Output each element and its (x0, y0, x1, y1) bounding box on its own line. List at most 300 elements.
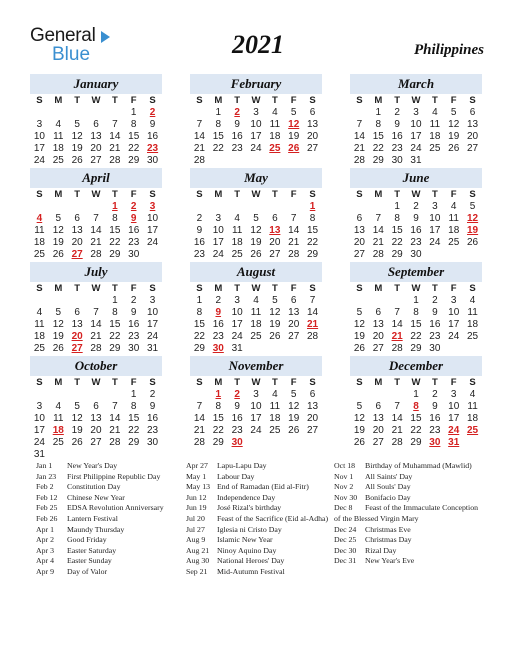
weekday-header: F (130, 189, 137, 200)
holiday-day: 8 (413, 401, 419, 412)
day-cell: 23 (128, 237, 140, 248)
weekday-header: F (130, 377, 137, 388)
day-cell: 2 (196, 213, 203, 224)
day-cell: 21 (288, 237, 300, 248)
day-cell: 18 (269, 413, 281, 424)
holiday-row (334, 525, 478, 536)
holiday-name: New Year's Eve (365, 556, 415, 566)
day-cell: 20 (71, 237, 83, 248)
blank-cell (190, 107, 209, 119)
weekday-header: W (251, 95, 261, 106)
weekday-header: T (111, 95, 118, 106)
day-cell: 28 (90, 343, 102, 354)
day-cell: 12 (288, 401, 300, 412)
weekday-header: S (356, 377, 363, 388)
day-cell: 14 (353, 131, 365, 142)
day-cell: 9 (432, 401, 438, 412)
day-cell: 7 (196, 401, 203, 412)
day-cell: 29 (212, 437, 224, 448)
day-cell: 2 (432, 295, 438, 306)
weekday-header: W (411, 377, 421, 388)
month-name: October (30, 356, 162, 376)
day-cell: 14 (193, 131, 205, 142)
day-cell: 9 (130, 307, 137, 318)
day-cell: 6 (356, 213, 363, 224)
weekday-header: T (394, 283, 401, 294)
day-cell: 28 (353, 155, 365, 166)
weekday-header: S (469, 95, 476, 106)
day-cell: 1 (413, 295, 419, 306)
day-cell: 22 (128, 425, 140, 436)
day-cell: 28 (391, 343, 403, 354)
weekday-header: S (309, 283, 316, 294)
day-cell: 17 (212, 237, 224, 248)
month-days-grid (30, 189, 162, 261)
day-cell: 7 (112, 401, 118, 412)
day-cell: 20 (307, 413, 319, 424)
holiday-date: Feb 12 (36, 492, 58, 502)
month-name: December (350, 356, 482, 376)
blank-cell (228, 201, 247, 213)
blank-cell (68, 389, 87, 401)
day-cell: 26 (269, 331, 281, 342)
day-cell: 17 (448, 319, 460, 330)
holiday-date: Jun 12 (186, 492, 207, 502)
day-cell: 8 (112, 213, 118, 224)
day-cell: 24 (147, 237, 159, 248)
day-cell: 19 (353, 331, 365, 342)
day-cell: 18 (33, 331, 45, 342)
day-cell: 5 (290, 389, 297, 400)
day-cell: 21 (372, 237, 384, 248)
blank-cell (105, 389, 124, 401)
day-cell: 23 (193, 249, 205, 260)
day-cell: 9 (149, 119, 156, 130)
holiday-day: 9 (130, 213, 137, 224)
holiday-row (334, 535, 478, 546)
day-cell: 4 (272, 107, 278, 118)
holiday-name: New Year's Day (67, 461, 118, 470)
holiday-date: Feb 26 (36, 513, 58, 523)
weekday-header: M (54, 283, 63, 294)
day-cell: 29 (410, 437, 422, 448)
holiday-name: Independence Day (217, 492, 276, 502)
weekday-header: T (271, 95, 278, 106)
day-cell: 10 (33, 131, 45, 142)
day-cell: 14 (391, 319, 403, 330)
brand-line1: General (30, 25, 96, 46)
day-cell: 15 (109, 225, 121, 236)
day-cell: 21 (193, 143, 205, 154)
day-cell: 7 (112, 119, 118, 130)
holiday-date: May 13 (186, 482, 211, 492)
holiday-day: 1 (112, 201, 118, 212)
day-cell: 29 (128, 437, 140, 448)
day-cell: 31 (147, 343, 159, 354)
day-cell: 31 (231, 343, 243, 354)
holiday-day: 30 (212, 343, 224, 354)
day-cell: 23 (128, 331, 140, 342)
day-cell: 23 (410, 237, 422, 248)
day-cell: 22 (307, 237, 319, 248)
day-cell: 29 (307, 249, 319, 260)
holiday-date: Aug 30 (186, 556, 210, 566)
day-cell: 3 (450, 295, 457, 306)
month-december (350, 356, 482, 449)
holiday-name: First Philippine Republic Day (67, 471, 161, 481)
holiday-date: Dec 31 (334, 556, 357, 566)
day-cell: 4 (253, 295, 259, 306)
day-cell: 17 (147, 225, 159, 236)
day-cell: 5 (74, 119, 80, 130)
day-cell: 7 (290, 213, 297, 224)
holiday-date: Apr 4 (36, 556, 54, 566)
day-cell: 23 (231, 425, 243, 436)
month-name: February (190, 74, 322, 94)
blank-cell (87, 107, 106, 119)
day-cell: 16 (147, 131, 159, 142)
blank-cell (388, 389, 407, 401)
weekday-header: F (290, 189, 297, 200)
holiday-name: Mid-Autumn Festival (217, 566, 285, 576)
holiday-row (334, 482, 478, 493)
weekday-header: W (91, 377, 101, 388)
day-cell: 26 (250, 249, 262, 260)
day-cell: 9 (394, 119, 400, 130)
day-cell: 15 (128, 413, 140, 424)
weekday-header: S (149, 95, 156, 106)
day-cell: 10 (250, 119, 262, 130)
day-cell: 15 (128, 131, 140, 142)
blank-cell (388, 295, 407, 307)
weekday-header: T (431, 283, 438, 294)
blank-cell (68, 295, 87, 307)
month-name: March (350, 74, 482, 94)
day-cell: 24 (33, 155, 45, 166)
holiday-date: Dec 30 (334, 545, 357, 555)
day-cell: 11 (53, 131, 64, 142)
day-cell: 7 (394, 307, 400, 318)
day-cell: 10 (231, 307, 243, 318)
day-cell: 4 (450, 201, 457, 212)
holiday-date: Jul 20 (186, 513, 205, 523)
day-cell: 7 (309, 295, 316, 306)
day-cell: 10 (448, 307, 460, 318)
day-cell: 29 (193, 343, 205, 354)
day-cell: 18 (429, 131, 441, 142)
holiday-date: Nov 30 (334, 492, 358, 502)
day-cell: 13 (467, 119, 479, 130)
holiday-day: 21 (391, 331, 403, 342)
weekday-header: T (271, 189, 278, 200)
day-cell: 9 (413, 213, 419, 224)
weekday-header: M (214, 95, 223, 106)
blank-cell (87, 295, 106, 307)
day-cell: 16 (410, 225, 422, 236)
weekday-header: T (431, 95, 438, 106)
blank-cell (190, 389, 209, 401)
weekday-header: M (374, 189, 383, 200)
blank-cell (68, 107, 87, 119)
holiday-row (186, 514, 328, 525)
day-cell: 1 (215, 107, 222, 118)
day-cell: 16 (147, 413, 159, 424)
day-cell: 26 (353, 343, 365, 354)
day-cell: 23 (429, 425, 441, 436)
day-cell: 1 (375, 107, 382, 118)
holiday-name: Labour Day (217, 471, 255, 481)
weekday-header: T (431, 377, 438, 388)
holiday-row (36, 472, 164, 483)
month-august (190, 262, 322, 355)
day-cell: 16 (128, 225, 140, 236)
holiday-date: Nov 2 (334, 482, 354, 492)
holiday-row (186, 461, 328, 472)
weekday-header: T (74, 189, 81, 200)
day-cell: 25 (33, 343, 45, 354)
holiday-column (36, 461, 164, 578)
day-cell: 12 (71, 131, 83, 142)
holiday-row (334, 503, 478, 514)
weekday-header: T (394, 189, 401, 200)
day-cell: 18 (467, 413, 479, 424)
month-june (350, 168, 482, 261)
day-cell: 3 (253, 389, 259, 400)
day-cell: 1 (130, 389, 137, 400)
holiday-day: 23 (147, 143, 159, 154)
holiday-day: 12 (467, 213, 479, 224)
holiday-day: 27 (71, 249, 83, 260)
day-cell: 6 (469, 107, 476, 118)
day-cell: 26 (52, 343, 64, 354)
day-cell: 13 (71, 319, 83, 330)
day-cell: 5 (74, 401, 80, 412)
blank-cell (105, 107, 124, 119)
day-cell: 26 (353, 437, 365, 448)
holiday-day: 19 (467, 225, 479, 236)
weekday-header: W (91, 283, 101, 294)
day-cell: 3 (36, 401, 43, 412)
holiday-date: Jul 27 (186, 524, 205, 534)
holiday-name: EDSA Revolution Anniversary (67, 503, 164, 513)
day-cell: 3 (215, 213, 222, 224)
weekday-header: F (450, 95, 457, 106)
holiday-day: 25 (467, 425, 479, 436)
holiday-date: Apr 2 (36, 535, 54, 545)
day-cell: 27 (372, 343, 384, 354)
day-cell: 19 (269, 319, 281, 330)
month-may (190, 168, 322, 273)
holiday-row (36, 556, 164, 567)
holiday-day: 25 (269, 143, 281, 154)
holiday-name: Lapu-Lapu Day (217, 461, 267, 470)
holiday-day: 21 (307, 319, 319, 330)
day-cell: 28 (90, 249, 102, 260)
day-cell: 5 (253, 213, 259, 224)
day-cell: 20 (269, 237, 281, 248)
day-cell: 15 (372, 131, 384, 142)
weekday-header: W (91, 95, 101, 106)
day-cell: 17 (231, 319, 243, 330)
day-cell: 17 (250, 131, 262, 142)
day-cell: 25 (250, 331, 262, 342)
weekday-header: S (309, 189, 316, 200)
weekday-header: M (54, 95, 63, 106)
day-cell: 8 (215, 401, 222, 412)
day-cell: 28 (288, 249, 300, 260)
holiday-row (186, 535, 328, 546)
weekday-header: T (234, 95, 241, 106)
day-cell: 18 (231, 237, 243, 248)
month-days-grid (30, 95, 162, 179)
day-cell: 17 (429, 225, 441, 236)
holiday-date: Apr 27 (186, 461, 208, 470)
day-cell: 6 (74, 213, 80, 224)
day-cell: 6 (272, 213, 278, 224)
day-cell: 22 (212, 425, 224, 436)
holiday-row (36, 461, 164, 472)
day-cell: 28 (391, 437, 403, 448)
day-cell: 21 (193, 425, 205, 436)
weekday-header: T (394, 95, 401, 106)
day-cell: 3 (413, 107, 419, 118)
day-cell: 4 (469, 295, 476, 306)
day-cell: 7 (394, 401, 400, 412)
holiday-date: Feb 2 (36, 482, 54, 492)
day-cell: 8 (130, 119, 137, 130)
weekday-header: W (411, 189, 421, 200)
day-cell: 20 (288, 319, 300, 330)
day-cell: 21 (391, 425, 403, 436)
day-cell: 6 (309, 389, 316, 400)
holiday-day: 4 (36, 213, 43, 224)
holiday-day: 2 (234, 107, 240, 118)
day-cell: 20 (372, 331, 384, 342)
holiday-date: Oct 18 (334, 461, 356, 470)
weekday-header: T (234, 283, 241, 294)
day-cell: 12 (353, 413, 365, 424)
holiday-date: Apr 3 (36, 545, 54, 555)
holiday-day: 24 (448, 425, 460, 436)
blank-cell (87, 201, 106, 213)
holiday-date: Jan 1 (36, 461, 53, 470)
weekday-header: F (290, 283, 297, 294)
day-cell: 22 (410, 331, 422, 342)
month-april (30, 168, 162, 261)
day-cell: 18 (33, 237, 45, 248)
holiday-name: Christmas Eve (365, 524, 411, 534)
day-cell: 29 (109, 343, 121, 354)
weekday-header: M (214, 189, 223, 200)
weekday-header: T (74, 283, 81, 294)
brand-triangle-icon (101, 31, 110, 43)
weekday-header: W (91, 189, 101, 200)
blank-cell (87, 389, 106, 401)
weekday-header: M (374, 377, 383, 388)
weekday-header: W (251, 377, 261, 388)
day-cell: 18 (250, 319, 262, 330)
weekday-header: S (196, 283, 203, 294)
blank-cell (369, 295, 388, 307)
holiday-name: Good Friday (67, 535, 107, 545)
holiday-date: Nov 1 (334, 471, 354, 481)
day-cell: 24 (410, 143, 422, 154)
day-cell: 8 (215, 119, 222, 130)
day-cell: 27 (467, 143, 479, 154)
weekday-header: W (411, 283, 421, 294)
day-cell: 7 (93, 307, 99, 318)
weekday-header: W (251, 283, 261, 294)
day-cell: 7 (375, 213, 382, 224)
day-cell: 24 (250, 425, 262, 436)
day-cell: 19 (288, 131, 300, 142)
day-cell: 29 (372, 155, 384, 166)
holiday-date: Jun 19 (186, 503, 207, 513)
weekday-header: M (54, 189, 63, 200)
day-cell: 16 (212, 319, 224, 330)
day-cell: 11 (467, 401, 478, 412)
day-cell: 5 (55, 213, 62, 224)
day-cell: 12 (448, 119, 460, 130)
holiday-row (334, 546, 478, 557)
holiday-row (334, 461, 478, 472)
day-cell: 4 (432, 107, 438, 118)
month-days-grid (30, 377, 162, 461)
day-cell: 28 (307, 331, 319, 342)
holiday-name: Bonifacio Day (365, 492, 411, 502)
day-cell: 30 (128, 249, 140, 260)
holiday-name: Feast of the Immaculate Conception (365, 503, 479, 513)
day-cell: 28 (193, 155, 205, 166)
holiday-row (186, 503, 328, 514)
blank-cell (350, 295, 369, 307)
day-cell: 23 (429, 331, 441, 342)
day-cell: 10 (429, 213, 441, 224)
holiday-day: 12 (288, 119, 300, 130)
holiday-day: 2 (234, 389, 240, 400)
day-cell: 8 (309, 213, 316, 224)
weekday-header: S (469, 377, 476, 388)
weekday-header: T (271, 377, 278, 388)
weekday-header: S (196, 189, 203, 200)
day-cell: 27 (269, 249, 281, 260)
weekday-header: S (149, 189, 156, 200)
day-cell: 25 (231, 249, 243, 260)
day-cell: 20 (467, 131, 479, 142)
month-days-grid (190, 95, 322, 167)
day-cell: 11 (467, 307, 478, 318)
day-cell: 14 (90, 225, 102, 236)
day-cell: 14 (391, 413, 403, 424)
day-cell: 10 (250, 401, 262, 412)
day-cell: 14 (90, 319, 102, 330)
day-cell: 3 (149, 295, 156, 306)
day-cell: 27 (307, 425, 319, 436)
day-cell: 17 (147, 319, 159, 330)
day-cell: 13 (372, 413, 384, 424)
day-cell: 3 (432, 201, 438, 212)
day-cell: 2 (413, 201, 419, 212)
day-cell: 24 (429, 237, 441, 248)
day-cell: 22 (212, 143, 224, 154)
day-cell: 15 (410, 413, 422, 424)
day-cell: 11 (250, 307, 262, 318)
holiday-name: Islamic New Year (217, 535, 273, 545)
holiday-row (186, 546, 328, 557)
weekday-header: W (411, 95, 421, 106)
day-cell: 19 (52, 237, 64, 248)
day-cell: 29 (391, 249, 403, 260)
